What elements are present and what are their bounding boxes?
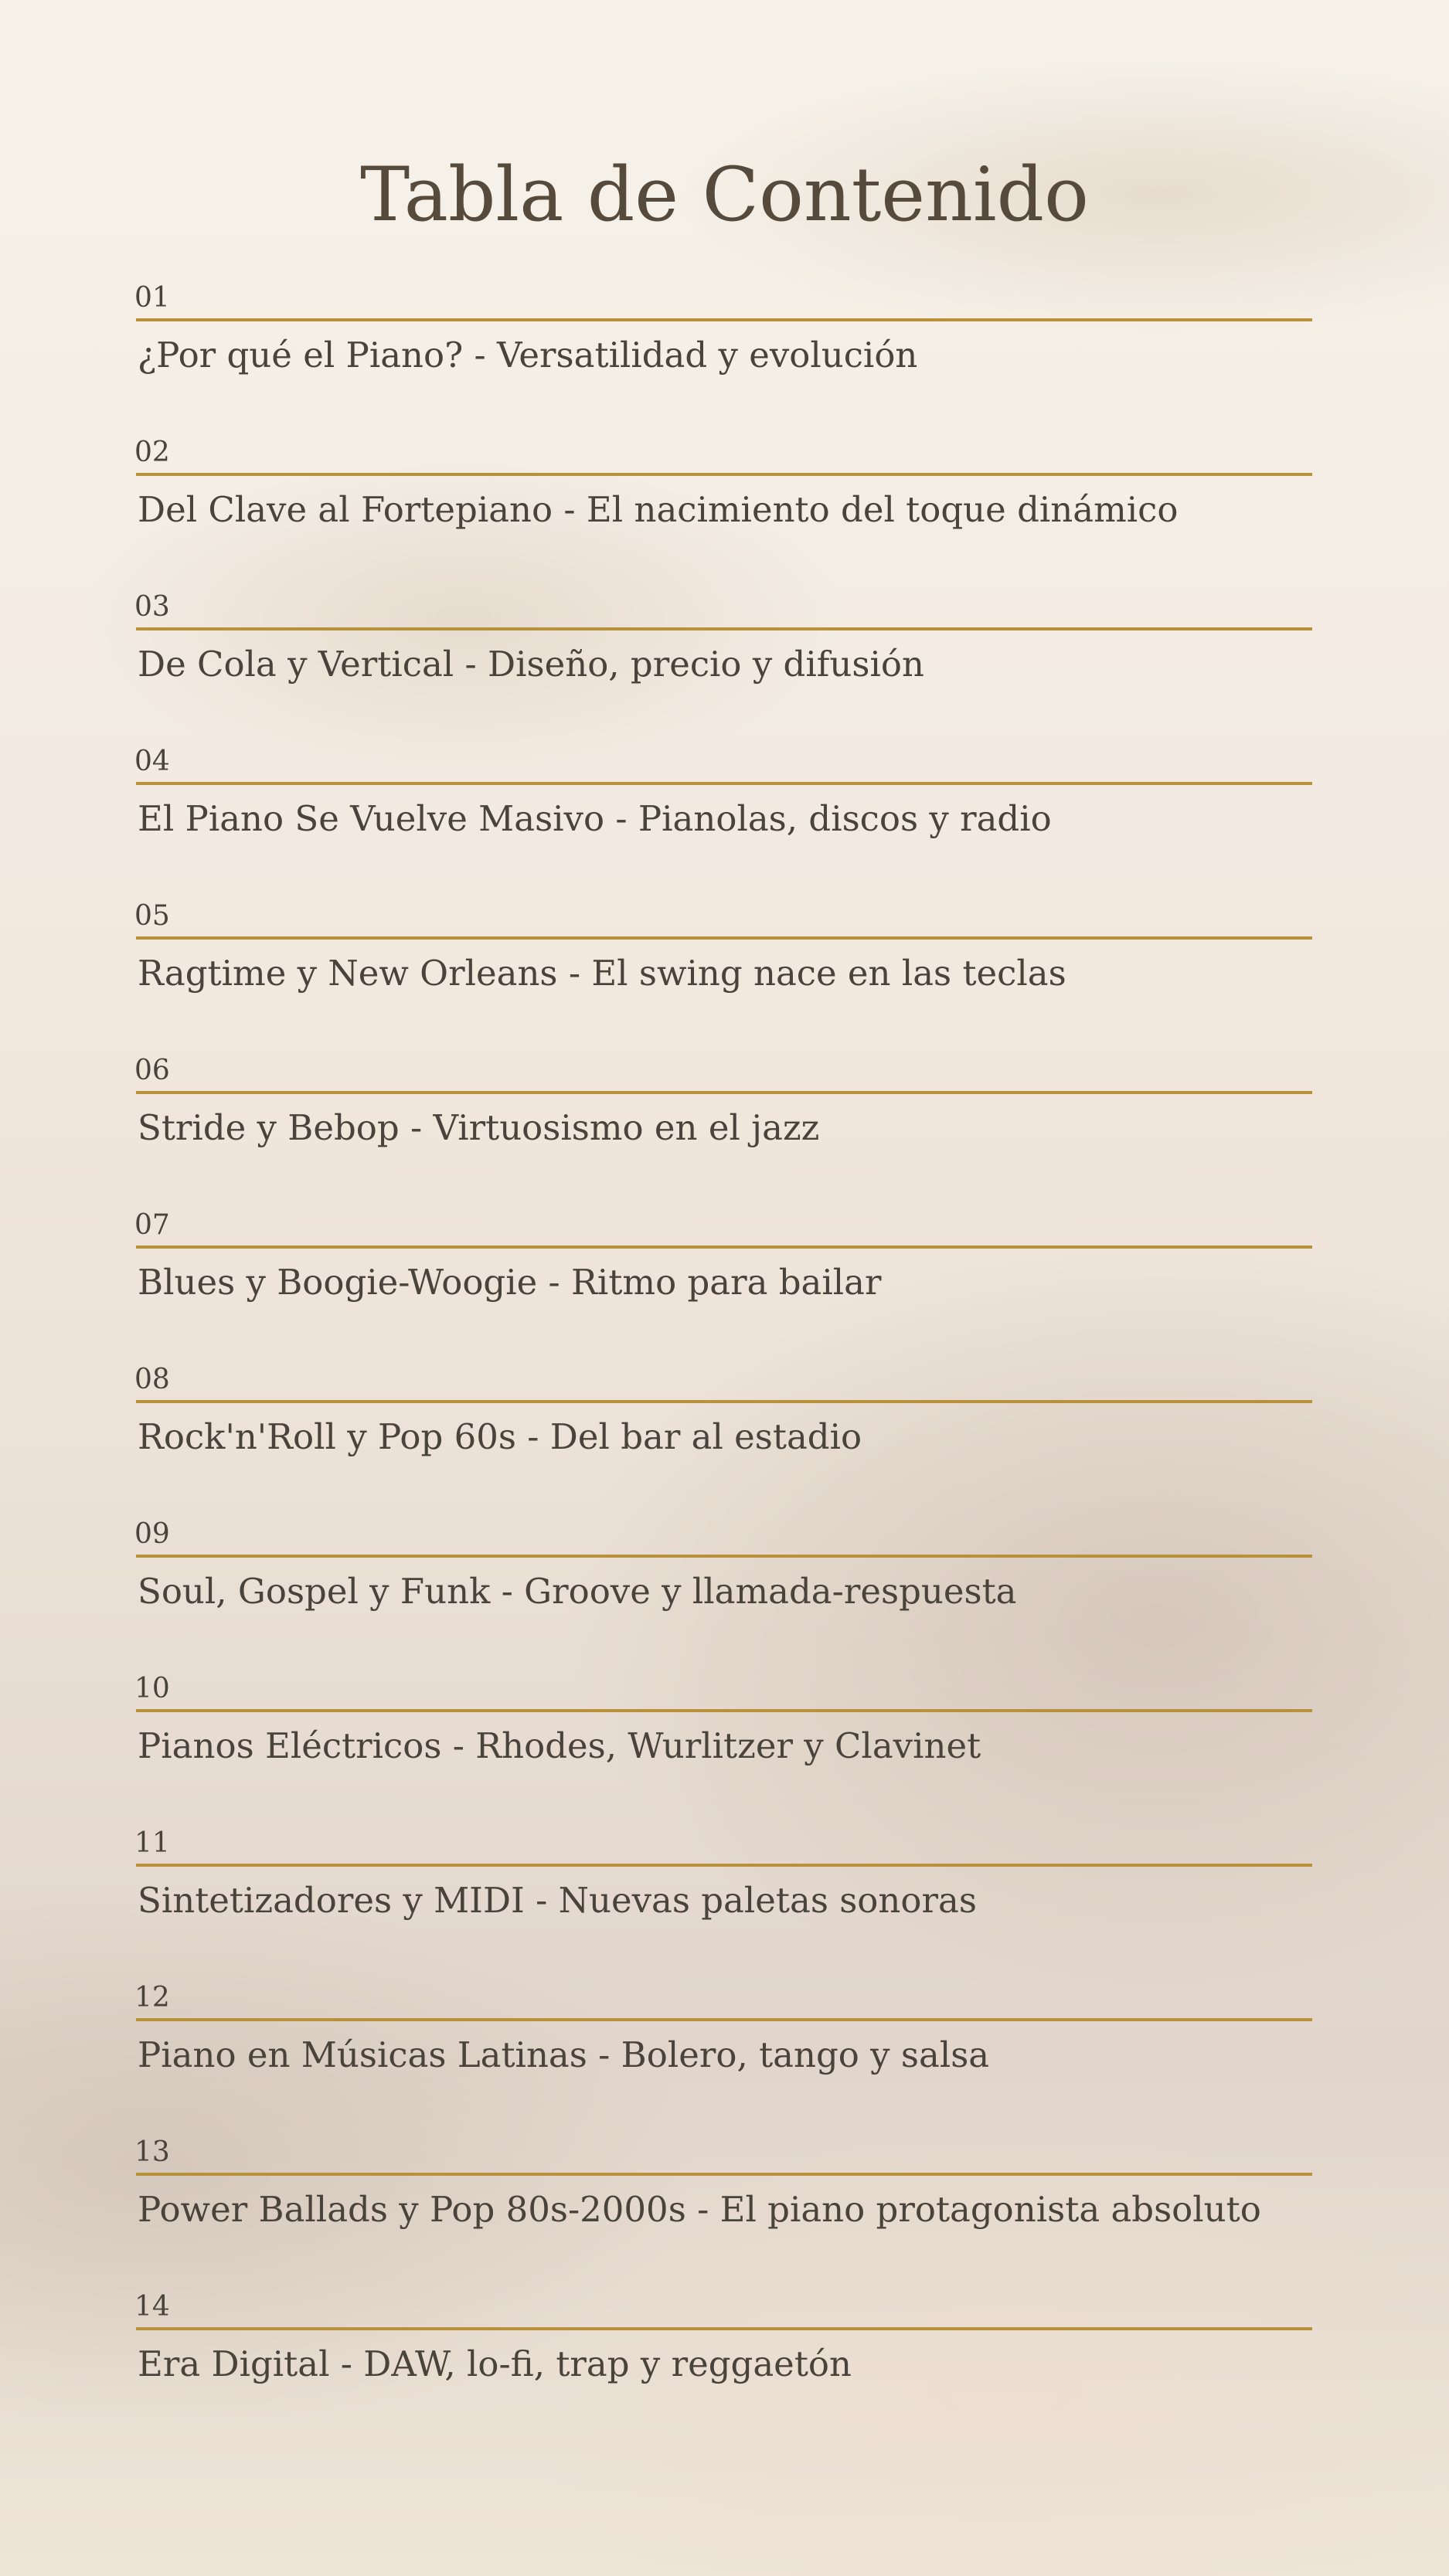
- page-title: Tabla de Contenido: [360, 151, 1089, 238]
- toc-entry[interactable]: [133, 436, 1312, 590]
- entry-divider: [136, 936, 1312, 940]
- entry-number: 07: [134, 1209, 170, 1241]
- toc-entry[interactable]: [133, 1981, 1312, 2136]
- entry-number: 05: [134, 900, 170, 932]
- entry-title: ¿Por qué el Piano? - Versatilidad y evolución: [138, 335, 918, 376]
- toc-entry[interactable]: [133, 899, 1312, 1054]
- entry-title: Piano en Músicas Latinas - Bolero, tango y salsa: [138, 2034, 990, 2075]
- entry-number: 10: [134, 1673, 170, 1704]
- toc-entry[interactable]: [133, 1363, 1312, 1517]
- entry-number: 04: [134, 746, 170, 777]
- toc-entry[interactable]: [133, 1517, 1312, 1672]
- entry-title: Del Clave al Fortepiano - El nacimiento del toque dinámico: [138, 489, 1179, 530]
- toc-entry[interactable]: [133, 745, 1312, 899]
- entry-divider: [136, 1246, 1312, 1249]
- entry-title: Pianos Eléctricos - Rhodes, Wurlitzer y Clavinet: [138, 1725, 981, 1766]
- entry-divider: [136, 1709, 1312, 1712]
- entry-title: Soul, Gospel y Funk - Groove y llamada-respuesta: [138, 1571, 1017, 1612]
- entry-divider: [136, 1091, 1312, 1094]
- toc-entry[interactable]: [133, 1208, 1312, 1363]
- entry-divider: [136, 318, 1312, 321]
- entry-title: Era Digital - DAW, lo-fi, trap y reggaetón: [138, 2343, 852, 2384]
- entry-number: 12: [134, 1982, 170, 2014]
- entry-divider: [136, 2173, 1312, 2176]
- entry-divider: [136, 1864, 1312, 1867]
- entry-number: 01: [134, 282, 170, 314]
- toc-entry[interactable]: [133, 281, 1312, 436]
- toc-entry[interactable]: [133, 590, 1312, 745]
- entry-title: De Cola y Vertical - Diseño, precio y difusión: [138, 644, 924, 685]
- entry-number: 13: [134, 2136, 170, 2168]
- entry-number: 14: [134, 2291, 170, 2323]
- toc-entry[interactable]: [133, 1672, 1312, 1827]
- entry-title: Stride y Bebop - Virtuosismo en el jazz: [138, 1107, 820, 1148]
- entry-divider: [136, 1400, 1312, 1403]
- entry-number: 11: [134, 1827, 170, 1859]
- entry-number: 08: [134, 1364, 170, 1395]
- entry-title: Power Ballads y Pop 80s-2000s - El piano protagonista absoluto: [138, 2189, 1261, 2230]
- entry-title: Sintetizadores y MIDI - Nuevas paletas sonoras: [138, 1880, 977, 1921]
- entry-title: Rock'n'Roll y Pop 60s - Del bar al estadio: [138, 1416, 862, 1457]
- entry-divider: [136, 473, 1312, 476]
- toc-entry[interactable]: [133, 1054, 1312, 1208]
- entry-title: El Piano Se Vuelve Masivo - Pianolas, discos y radio: [138, 798, 1052, 839]
- entry-divider: [136, 2018, 1312, 2021]
- toc-entry[interactable]: [133, 2136, 1312, 2290]
- entry-divider: [136, 1555, 1312, 1558]
- entry-number: 02: [134, 437, 170, 468]
- entry-divider: [136, 627, 1312, 630]
- entry-title: Ragtime y New Orleans - El swing nace en las teclas: [138, 953, 1066, 994]
- entry-number: 06: [134, 1055, 170, 1086]
- toc-entry[interactable]: [133, 2290, 1312, 2445]
- entry-number: 09: [134, 1518, 170, 1550]
- entry-divider: [136, 2327, 1312, 2330]
- toc-entry[interactable]: [133, 1827, 1312, 1981]
- entry-divider: [136, 782, 1312, 785]
- entry-title: Blues y Boogie-Woogie - Ritmo para bailar: [138, 1262, 882, 1303]
- entry-number: 03: [134, 591, 170, 623]
